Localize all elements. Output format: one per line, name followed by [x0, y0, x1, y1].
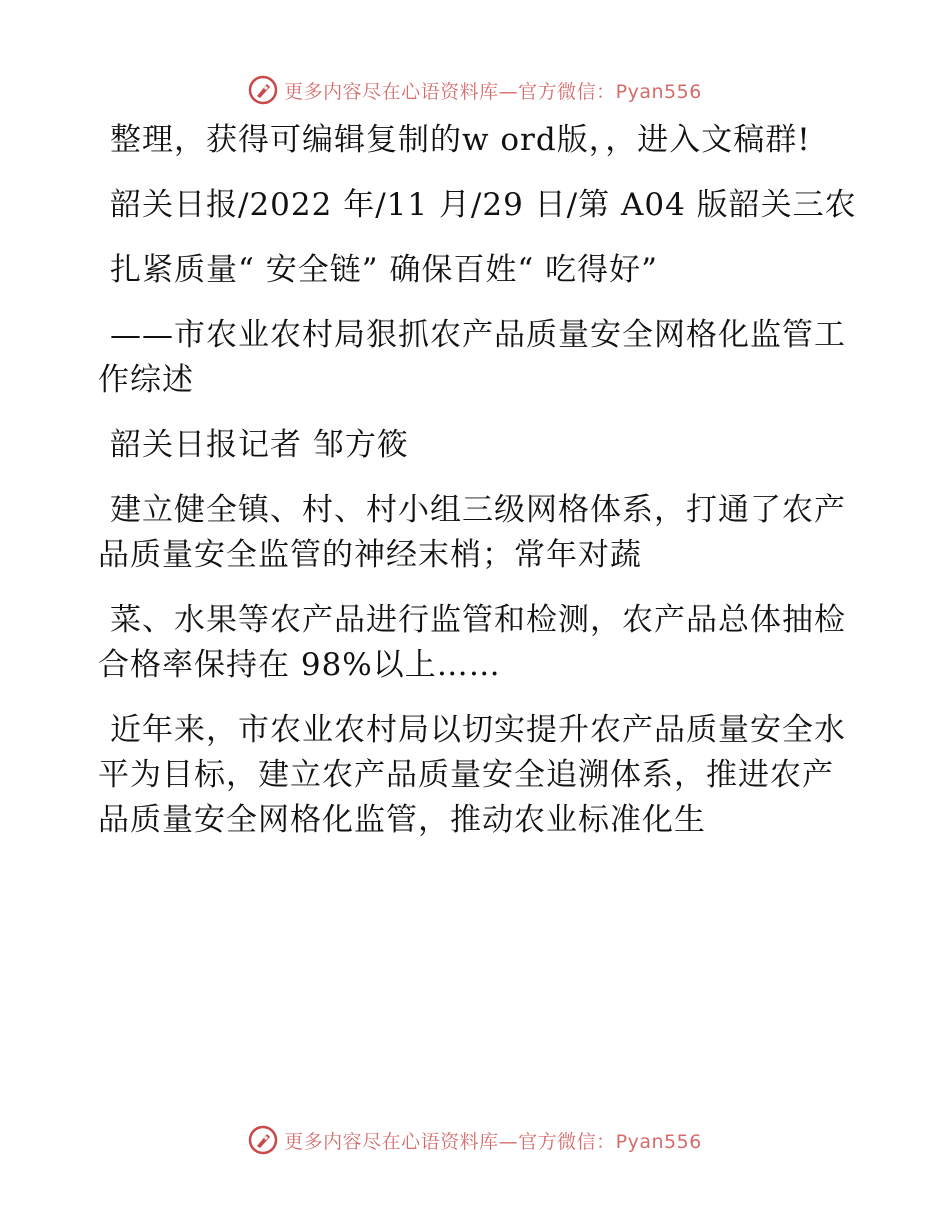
banner-text: 更多内容尽在心语资料库—官方微信：Pyan556: [284, 1130, 702, 1153]
article-title: 扎紧质量“ 安全链” 确保百姓“ 吃得好”: [110, 252, 658, 288]
paragraph-body-1: 近年来，市农业农村局以切实提升农产品质量安全水平为目标，建立农产品质量安全追溯体系，推进农产品质量安全网格化监管，推动农业标准化生: [98, 712, 846, 838]
paragraph-lead-1: 建立健全镇、村、村小组三级网格体系，打通了农产品质量安全监管的神经末梢；常年对蔬: [98, 492, 846, 573]
paragraph-source: 韶关日报/2022 年/11 月/29 日/第 A04 版韶关三农: [110, 187, 857, 223]
banner-text: 更多内容尽在心语资料库—官方微信：Pyan556: [284, 80, 702, 103]
pen-nib-logo-icon: [248, 1125, 278, 1155]
pen-nib-logo-icon: [248, 75, 278, 105]
footer-banner: [0, 1120, 950, 1160]
document-body: [98, 118, 858, 863]
article-subtitle: ——市农业农村局狠抓农产品质量安全网格化监管工作综述: [98, 317, 846, 398]
paragraph-lead-2: 菜、水果等农产品进行监管和检测，农产品总体抽检合格率保持在 98%以上……: [98, 602, 846, 683]
paragraph-intro: 整理，获得可编辑复制的w ord版，，进入文稿群!: [110, 122, 811, 158]
header-banner: [0, 70, 950, 110]
article-byline: 韶关日报记者 邹方筱: [110, 427, 409, 463]
